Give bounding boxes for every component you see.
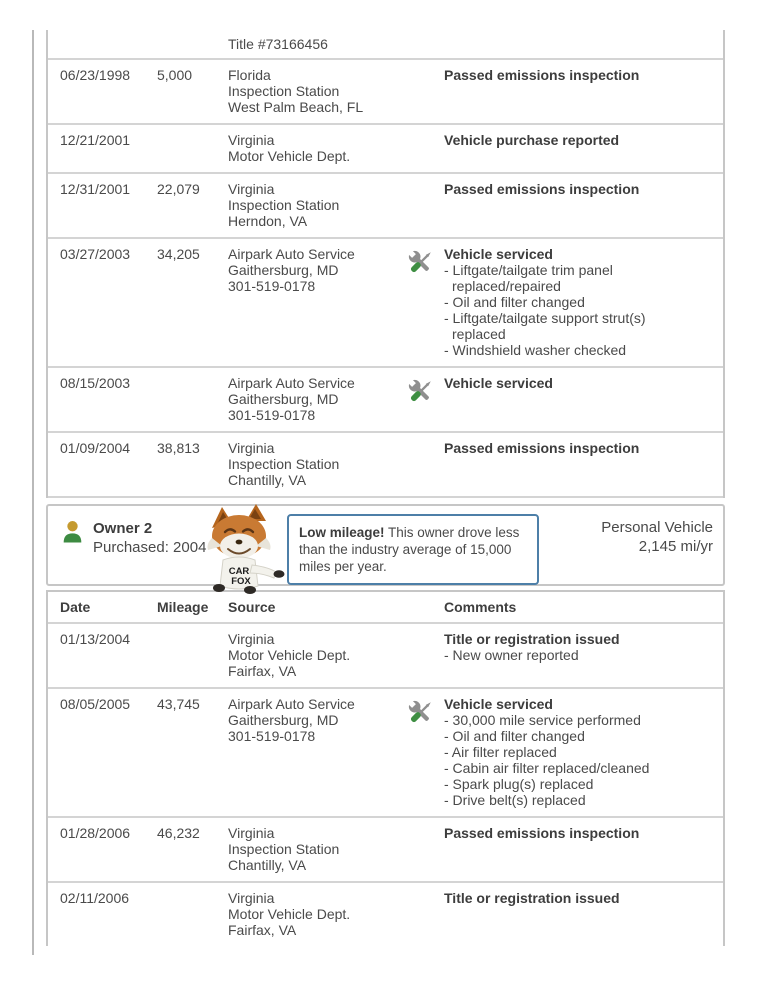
header-mileage: Mileage bbox=[157, 599, 209, 615]
row-icon-slot bbox=[405, 696, 444, 808]
header-source: Source bbox=[228, 599, 276, 615]
row-source bbox=[228, 825, 405, 873]
comment-item: - Air filter replaced bbox=[444, 744, 557, 760]
source-line: Gaithersburg, MD bbox=[228, 391, 339, 407]
carfox-mascot bbox=[192, 504, 286, 594]
source-line: Motor Vehicle Dept. bbox=[228, 906, 351, 922]
row-mileage: 34,205 bbox=[157, 246, 200, 262]
service-wrench-icon bbox=[405, 376, 436, 407]
source-line: Virginia bbox=[228, 631, 275, 647]
row-mileage bbox=[157, 375, 228, 423]
owner2-identity bbox=[61, 519, 206, 557]
page-left-border bbox=[32, 30, 34, 955]
source-line: Herndon, VA bbox=[228, 213, 308, 229]
row-date: 01/28/2006 bbox=[60, 825, 131, 841]
source-line: Chantilly, VA bbox=[228, 857, 307, 873]
source-line: Airpark Auto Service bbox=[228, 375, 355, 391]
row-comments bbox=[444, 696, 706, 808]
row-comments bbox=[444, 67, 706, 115]
source-line: Chantilly, VA bbox=[228, 472, 307, 488]
miles-per-year-label: 2,145 mi/yr bbox=[638, 538, 713, 555]
history-row-partial bbox=[48, 30, 723, 60]
row-comments bbox=[444, 246, 706, 358]
row-date: 12/21/2001 bbox=[60, 132, 131, 148]
source-line: Virginia bbox=[228, 181, 275, 197]
comment-title: Vehicle serviced bbox=[444, 375, 553, 391]
row-source bbox=[228, 890, 405, 938]
service-wrench-icon bbox=[405, 697, 436, 728]
comment-title: Passed emissions inspection bbox=[444, 440, 640, 456]
source-line: Motor Vehicle Dept. bbox=[228, 647, 351, 663]
comment-item: - Liftgate/tailgate trim panel replaced/repaired bbox=[444, 262, 613, 294]
row-mileage bbox=[157, 132, 228, 164]
comment-item: - Drive belt(s) replaced bbox=[444, 792, 586, 808]
source-line: 301-519-0178 bbox=[228, 728, 316, 744]
header-comments: Comments bbox=[444, 599, 517, 615]
history-row bbox=[48, 624, 723, 689]
source-line: Airpark Auto Service bbox=[228, 696, 355, 712]
source-line: Virginia bbox=[228, 825, 275, 841]
row-date: 03/27/2003 bbox=[60, 246, 131, 262]
owner2-title: Owner 2 bbox=[93, 520, 153, 537]
row-mileage: 22,079 bbox=[157, 181, 200, 197]
source-line: West Palm Beach, FL bbox=[228, 99, 364, 115]
row-date: 01/09/2004 bbox=[60, 440, 131, 456]
row-date: 01/13/2004 bbox=[60, 631, 131, 647]
history-row bbox=[48, 239, 723, 368]
source-line: Inspection Station bbox=[228, 841, 340, 857]
row-mileage: 43,745 bbox=[157, 696, 200, 712]
comment-item: - Liftgate/tailgate support strut(s) replaced bbox=[444, 310, 646, 342]
source-line: Inspection Station bbox=[228, 197, 340, 213]
comment-item: - Oil and filter changed bbox=[444, 294, 585, 310]
row-comments bbox=[444, 375, 706, 423]
low-mileage-callout bbox=[287, 514, 539, 585]
row-icon-slot bbox=[405, 890, 444, 938]
comment-title: Vehicle purchase reported bbox=[444, 132, 620, 148]
row-icon-slot bbox=[405, 375, 444, 423]
owner2-usage bbox=[601, 518, 713, 556]
row-source bbox=[228, 246, 405, 358]
row-date: 08/05/2005 bbox=[60, 696, 131, 712]
row-mileage: 46,232 bbox=[157, 825, 200, 841]
row-source bbox=[228, 181, 405, 229]
row-comments bbox=[444, 181, 706, 229]
history-row bbox=[48, 818, 723, 883]
row-comments bbox=[444, 890, 706, 938]
comment-title: Vehicle serviced bbox=[444, 696, 553, 712]
source-line: Motor Vehicle Dept. bbox=[228, 148, 351, 164]
source-line: 301-519-0178 bbox=[228, 278, 316, 294]
callout-emphasis: Low mileage! bbox=[299, 525, 385, 540]
source-line: Inspection Station bbox=[228, 456, 340, 472]
service-wrench-icon bbox=[405, 247, 436, 278]
row-icon-slot bbox=[405, 36, 444, 52]
owner1-history-table bbox=[46, 30, 725, 498]
callout-text: This owner drove less than the industry average of 15,000 miles per year. bbox=[299, 525, 520, 574]
comment-title: Vehicle serviced bbox=[444, 246, 553, 262]
source-line: Fairfax, VA bbox=[228, 663, 297, 679]
row-source: Title #73166456 bbox=[228, 36, 328, 52]
comment-item: - Cabin air filter replaced/cleaned bbox=[444, 760, 650, 776]
row-source bbox=[228, 696, 405, 808]
row-mileage bbox=[157, 36, 228, 52]
history-row bbox=[48, 689, 723, 818]
row-icon-slot bbox=[405, 825, 444, 873]
row-icon-slot bbox=[405, 67, 444, 115]
source-line: 301-519-0178 bbox=[228, 407, 316, 423]
comment-title: Title or registration issued bbox=[444, 631, 620, 647]
row-date bbox=[60, 36, 157, 52]
source-line: Inspection Station bbox=[228, 83, 340, 99]
history-row bbox=[48, 174, 723, 239]
row-source bbox=[228, 375, 405, 423]
source-line: Florida bbox=[228, 67, 271, 83]
row-icon-slot bbox=[405, 246, 444, 358]
history-row bbox=[48, 368, 723, 433]
mascot-shirt-text-line1: CAR bbox=[228, 566, 250, 577]
row-date: 12/31/2001 bbox=[60, 181, 131, 197]
row-comments bbox=[444, 631, 706, 679]
comment-item: - New owner reported bbox=[444, 647, 579, 663]
owner2-history-table bbox=[46, 590, 725, 946]
row-comments bbox=[444, 440, 706, 488]
source-line: Gaithersburg, MD bbox=[228, 262, 339, 278]
header-date: Date bbox=[60, 599, 91, 615]
row-source bbox=[228, 67, 405, 115]
source-line: Airpark Auto Service bbox=[228, 246, 355, 262]
owner2-section-header bbox=[46, 504, 725, 586]
history-row bbox=[48, 60, 723, 125]
comment-item: - 30,000 mile service performed bbox=[444, 712, 641, 728]
mascot-shirt-text-line2: FOX bbox=[231, 576, 251, 587]
row-date: 02/11/2006 bbox=[60, 890, 130, 906]
vehicle-type-label: Personal Vehicle bbox=[601, 519, 713, 536]
row-icon-slot bbox=[405, 631, 444, 679]
row-mileage bbox=[157, 890, 228, 938]
source-line: Virginia bbox=[228, 890, 275, 906]
comment-title: Passed emissions inspection bbox=[444, 825, 640, 841]
owner-person-icon bbox=[61, 519, 84, 544]
row-mileage bbox=[157, 631, 228, 679]
history-row bbox=[48, 433, 723, 498]
history-row bbox=[48, 125, 723, 174]
row-icon-slot bbox=[405, 181, 444, 229]
source-line: Virginia bbox=[228, 440, 275, 456]
comment-title: Passed emissions inspection bbox=[444, 181, 640, 197]
source-line: Virginia bbox=[228, 132, 275, 148]
header-icon-slot bbox=[405, 599, 444, 615]
row-date: 06/23/1998 bbox=[60, 67, 131, 83]
row-source bbox=[228, 631, 405, 679]
row-comments bbox=[444, 36, 706, 52]
history-row bbox=[48, 883, 723, 946]
source-line: Fairfax, VA bbox=[228, 922, 297, 938]
row-date: 08/15/2003 bbox=[60, 375, 131, 391]
comment-item: - Spark plug(s) replaced bbox=[444, 776, 594, 792]
row-source bbox=[228, 440, 405, 488]
comment-title: Title or registration issued bbox=[444, 890, 620, 906]
comment-item: - Windshield washer checked bbox=[444, 342, 627, 358]
source-line: Gaithersburg, MD bbox=[228, 712, 339, 728]
row-icon-slot bbox=[405, 440, 444, 488]
row-comments bbox=[444, 132, 706, 164]
table-header-row bbox=[48, 592, 723, 624]
comment-title: Passed emissions inspection bbox=[444, 67, 640, 83]
row-comments bbox=[444, 825, 706, 873]
row-icon-slot bbox=[405, 132, 444, 164]
row-source bbox=[228, 132, 405, 164]
owner2-purchased: Purchased: 2004 bbox=[93, 539, 207, 556]
row-mileage: 38,813 bbox=[157, 440, 200, 456]
row-mileage: 5,000 bbox=[157, 67, 193, 83]
comment-item: - Oil and filter changed bbox=[444, 728, 585, 744]
